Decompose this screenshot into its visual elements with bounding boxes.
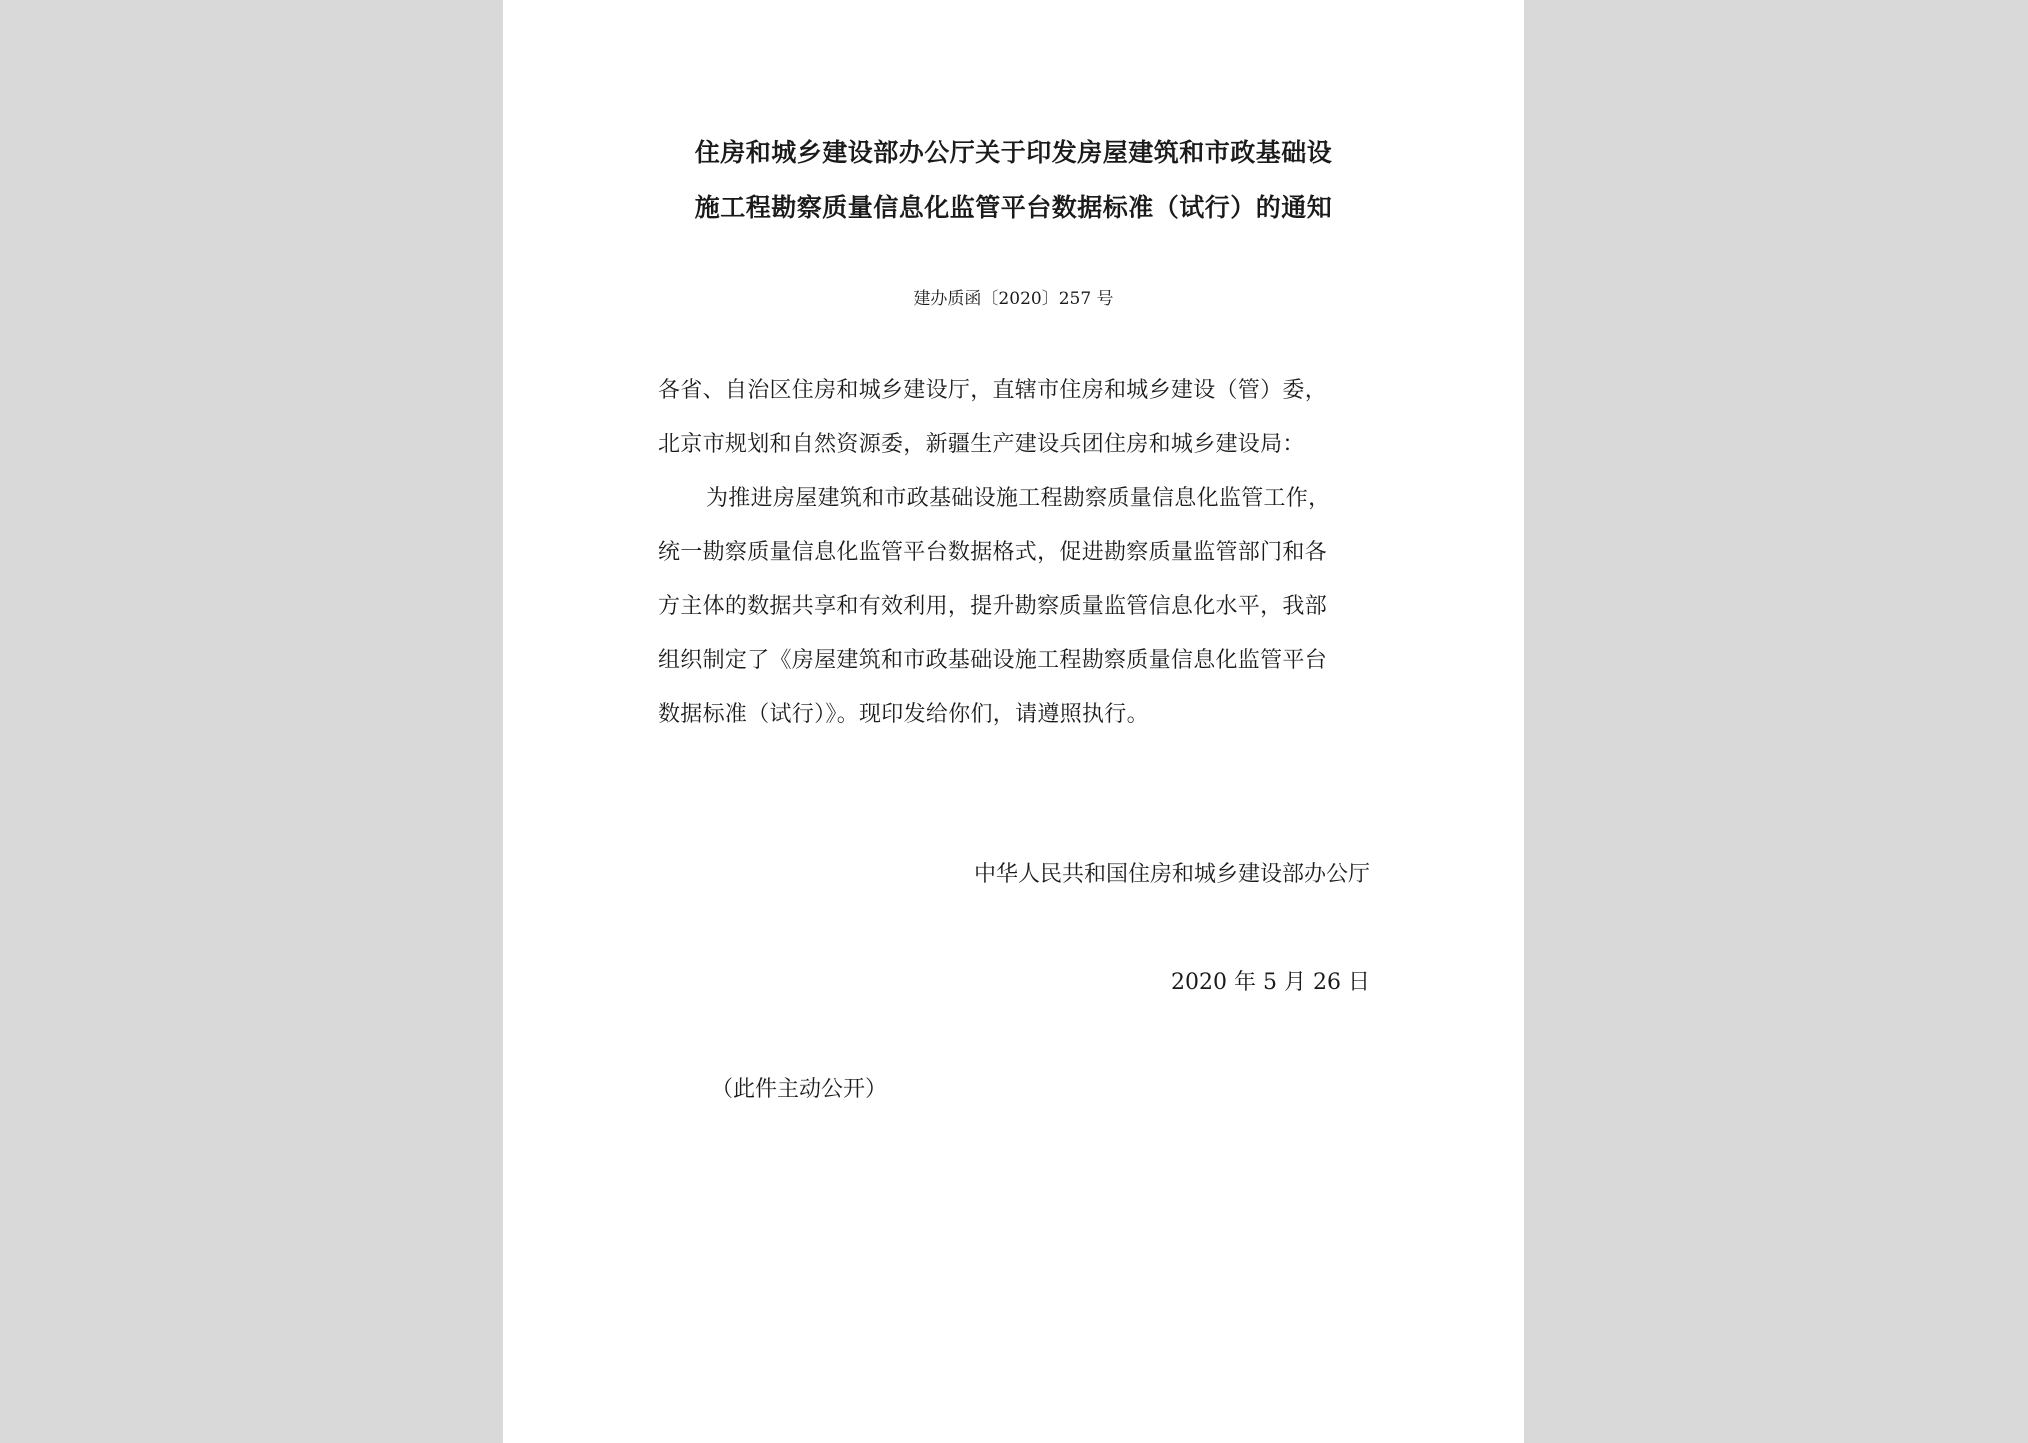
body-line-1: 为推进房屋建筑和市政基础设施工程勘察质量信息化监管工作， [706, 486, 1331, 511]
recipients-line-1: 各省、自治区住房和城乡建设厅，直辖市住房和城乡建设（管）委， [658, 378, 1328, 403]
document-page [503, 0, 1524, 1443]
recipients-line-2: 北京市规划和自然资源委，新疆生产建设兵团住房和城乡建设局： [658, 432, 1305, 457]
document-number: 建办质函〔2020〕257 号 [913, 289, 1114, 309]
body-line-5: 数据标准（试行）》。现印发给你们，请遵照执行。 [658, 702, 1149, 727]
document-title-line-2: 施工程勘察质量信息化监管平台数据标准（试行）的通知 [694, 193, 1333, 222]
body-line-4: 组织制定了《房屋建筑和市政基础设施工程勘察质量信息化监管平台 [658, 648, 1328, 673]
public-disclosure-note: （此件主动公开） [711, 1077, 888, 1102]
body-line-2: 统一勘察质量信息化监管平台数据格式，促进勘察质量监管部门和各 [658, 540, 1328, 565]
issue-date: 2020 年 5 月 26 日 [1171, 970, 1370, 995]
document-title-line-1: 住房和城乡建设部办公厅关于印发房屋建筑和市政基础设 [694, 138, 1333, 167]
issuer: 中华人民共和国住房和城乡建设部办公厅 [973, 862, 1370, 887]
body-line-3: 方主体的数据共享和有效利用，提升勘察质量监管信息化水平，我部 [658, 594, 1328, 619]
